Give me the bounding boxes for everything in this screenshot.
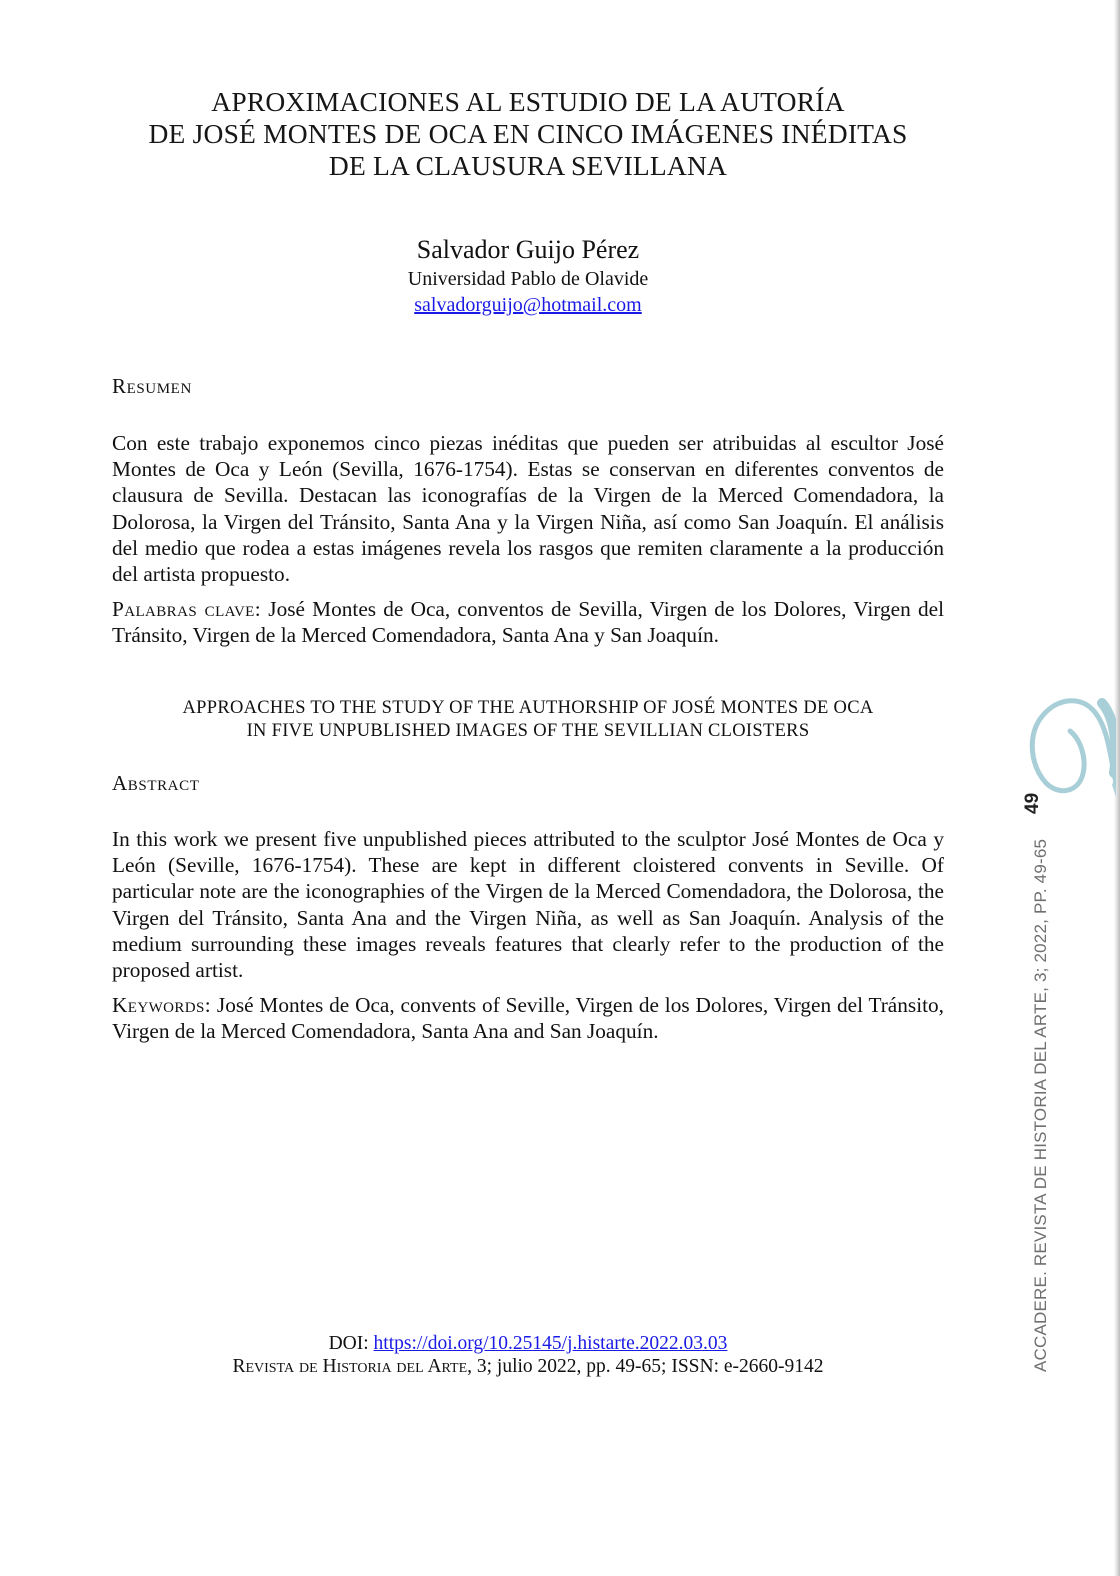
- abstract-text: In this work we present five unpublished pieces attributed to the sculptor José Montes de Oca y León (Seville, 1676-1754). These are kept in different cloistered convents in Seville. Of particular note are the iconographies of the Virgen de la Merced Comendadora, the Dolorosa, the Virgen del Tránsito, Santa Ana and the Virgen Niña, as well as San Joaquín. Analysis of the medium surrounding these images reveals features that clearly refer to the production of the proposed artist.: [112, 827, 944, 983]
- accadere-swirl-logo-icon: [1014, 695, 1116, 797]
- abstract-heading: Abstract: [112, 771, 200, 795]
- doi-line: [112, 1332, 944, 1355]
- footer: [112, 1332, 944, 1378]
- page-number: 49: [1022, 792, 1043, 814]
- english-title: [112, 697, 944, 743]
- abstract-keywords: [112, 992, 944, 1044]
- doi-label: DOI:: [328, 1333, 369, 1354]
- title-line: APROXIMACIONES AL ESTUDIO DE LA AUTORÍA: [211, 86, 845, 117]
- doi-link[interactable]: https://doi.org/10.25145/j.histarte.2022.03.03: [373, 1333, 728, 1354]
- resumen-keywords: [112, 596, 944, 648]
- keywords-label: Keywords:: [112, 993, 212, 1017]
- keywords-text: José Montes de Oca, conventos de Sevilla, Virgen de los Dolores, Virgen del Tránsito, Virgen de la Merced Comendadora, Santa Ana y San Joaquín.: [112, 597, 944, 648]
- keywords-text: José Montes de Oca, convents of Seville, Virgen de los Dolores, Virgen del Tránsito, Virgen de la Merced Comendadora, Santa Ana and San Joaquín.: [112, 993, 944, 1044]
- author-affiliation: Universidad Pablo de Olavide: [407, 268, 649, 290]
- english-title-line: IN FIVE UNPUBLISHED IMAGES OF THE SEVILLIAN CLOISTERS: [246, 721, 810, 741]
- english-title-line: APPROACHES TO THE STUDY OF THE AUTHORSHIP OF JOSÉ MONTES DE OCA: [182, 698, 874, 718]
- keywords-label: Palabras clave:: [112, 597, 262, 621]
- author-block: [112, 234, 944, 318]
- resumen-text: Con este trabajo exponemos cinco piezas inéditas que pueden ser atribuidas al escultor José Montes de Oca y León (Sevilla, 1676-1754). Estas se conservan en diferentes conventos de clausura de Sevilla. Destacan las iconografías de la Virgen de la Merced Comendadora, la Dolorosa, la Virgen del Tránsito, Santa Ana y la Virgen Niña, así como San Joaquín. El análisis del medio que rodea a estas imágenes revela los rasgos que remiten claramente a la producción del artista propuesto.: [112, 431, 944, 587]
- journal-name: Revista de Historia del Arte: [232, 1356, 468, 1377]
- author-email-link[interactable]: salvadorguijo@hotmail.com: [414, 294, 642, 316]
- title-line: DE LA CLAUSURA SEVILLANA: [328, 150, 728, 181]
- author-name: Salvador Guijo Pérez: [416, 235, 640, 264]
- running-head: ACCADERE. REVISTA DE HISTORIA DEL ARTE, 3; 2022, PP. 49-65: [1031, 838, 1050, 1372]
- title-line: DE JOSÉ MONTES DE OCA EN CINCO IMÁGENES INÉDITAS: [148, 118, 908, 149]
- article-title: [112, 86, 944, 182]
- journal-details: , 3; julio 2022, pp. 49-65; ISSN: e-2660-9142: [467, 1356, 824, 1377]
- resumen-heading: Resumen: [112, 374, 192, 398]
- journal-line: [112, 1355, 944, 1378]
